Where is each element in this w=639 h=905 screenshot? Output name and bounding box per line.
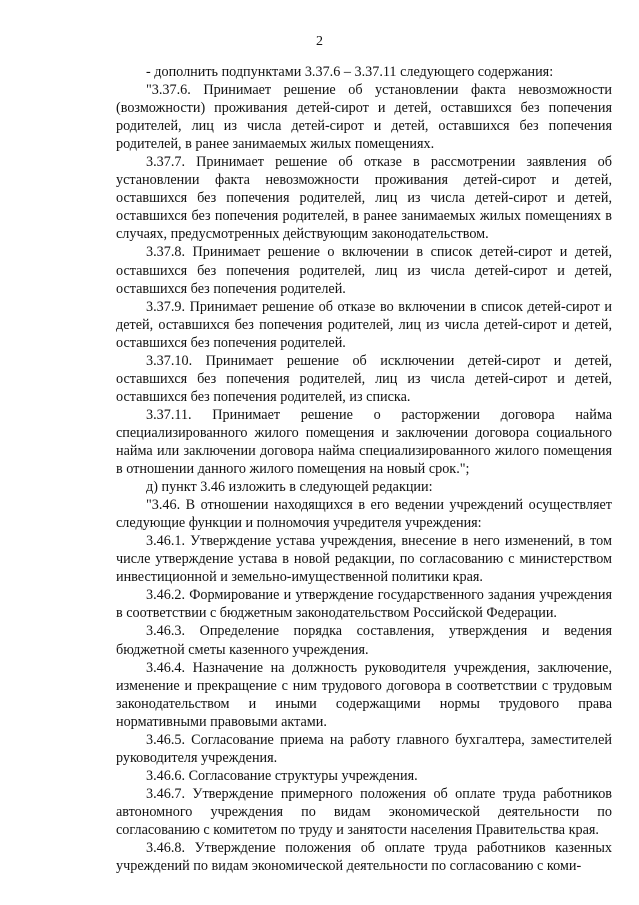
paragraph-3-46-2: 3.46.2. Формирование и утверждение государственного задания учреждения в соответствии с бюджетным законодательством Российской Федерации.	[116, 587, 612, 622]
intro-paragraph: - дополнить подпунктами 3.37.6 – 3.37.11 следующего содержания:	[146, 64, 554, 80]
paragraph-3-37-10: 3.37.10. Принимает решение об исключении детей-сирот и детей, оставшихся без попечения родителей, лиц из числа детей-сирот и детей, оставшихся без попечения родителей, из списка.	[116, 352, 612, 405]
paragraph-item-d: д) пункт 3.46 изложить в следующей редакции:	[146, 479, 433, 496]
paragraph-3-46-5: 3.46.5. Согласование приема на работу главного бухгалтера, заместителей руководителя учреждения.	[116, 731, 612, 766]
paragraph-3-46-3: 3.46.3. Определение порядка составления, утверждения и ведения бюджетной сметы казенного учреждения.	[116, 623, 612, 658]
paragraph-3-46-4: 3.46.4. Назначение на должность руководителя учреждения, заключение, изменение и прекращение с ним трудового договора в соответствии с трудовым законодательством и иными содержащими нормы трудового права нормативными правовыми актами.	[116, 659, 612, 730]
paragraph-3-37-9: 3.37.9. Принимает решение об отказе во включении в список детей-сирот и детей, оставшихся без попечения родителей, лиц из числа детей-сирот и детей, оставшихся без попечения родителей.	[116, 298, 612, 351]
paragraph-3-46-6: 3.46.6. Согласование структуры учреждения.	[146, 767, 418, 784]
paragraph-3-37-7: 3.37.7. Принимает решение об отказе в рассмотрении заявления об установлении факта невозможности проживания детей-сирот и детей, оставшихся без попечения родителей, лиц из числа детей-сирот и детей, оставшихся без попечения родителей, в ранее занимаемых жилых помещениях в случаях, предусмотренных действующим законодательством.	[116, 154, 612, 243]
document-body	[116, 63, 612, 875]
paragraph-3-46-1: 3.46.1. Утверждение устава учреждения, внесение в него изменений, в том числе утверждение устава в новой редакции, по согласованию с министерством инвестиционной и земельно-имущественной политики края.	[116, 533, 612, 586]
paragraph-3-37-8: 3.37.8. Принимает решение о включении в список детей-сирот и детей, оставшихся без попечения родителей, лиц из числа детей-сирот и детей, оставшихся без попечения родителей.	[116, 244, 612, 297]
paragraph-3-46-7: 3.46.7. Утверждение примерного положения об оплате труда работников автономного учреждения по видам экономической деятельности по согласованию с комитетом по труду и занятости населения Правительства края.	[116, 785, 612, 838]
paragraph-3-37-11: 3.37.11. Принимает решение о расторжении договора найма специализированного жилого помещения и заключении договора социального найма или заключении договора найма специализированного жилого помещения в отношении данного жилого помещения на новый срок.";	[116, 406, 612, 478]
page-number: 2	[316, 34, 323, 49]
paragraph-3-46-8: 3.46.8. Утверждение положения об оплате труда работников казенных учреждений по видам экономической деятельности по согласованию с коми-	[116, 840, 612, 875]
paragraph-3-46: "3.46. В отношении находящихся в его ведении учреждений осуществляет следующие функции и полномочия учредителя учреждения:	[116, 497, 612, 532]
paragraph-3-37-6: "3.37.6. Принимает решение об установлении факта невозможности (возможности) проживания детей-сирот и детей, оставшихся без попечения родителей, лиц из числа детей-сирот и детей, оставшихся без попечения родителей, в ранее занимаемых жилых помещениях.	[116, 82, 612, 153]
